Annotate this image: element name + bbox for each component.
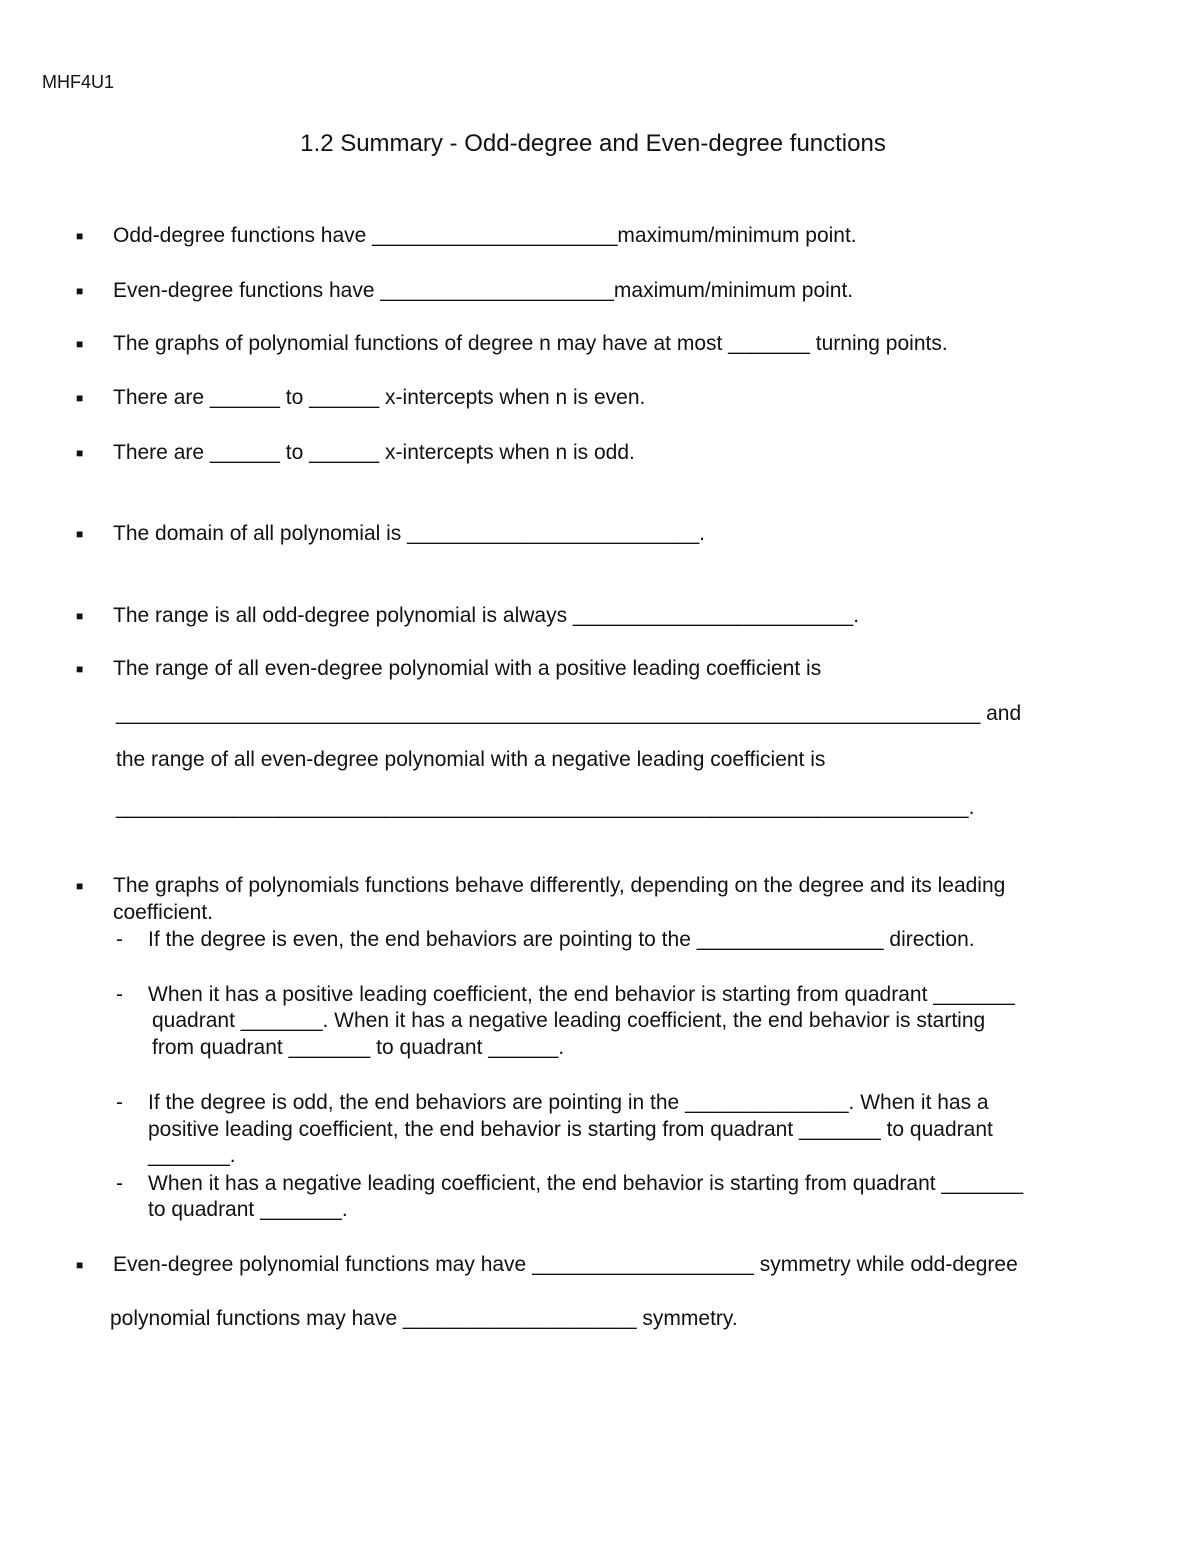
bullet-icon: ■ xyxy=(76,1258,84,1272)
dash-marker: - xyxy=(116,928,123,951)
odd-degree-end-behavior-3: _______. xyxy=(148,1144,236,1167)
odd-degree-end-behavior: If the degree is odd, the end behaviors are pointing in the ______________. When it has a xyxy=(148,1091,989,1114)
turning-points-line: The graphs of polynomial functions of degree n may have at most _______ turning points. xyxy=(113,332,948,355)
bullet-icon: ■ xyxy=(76,284,84,298)
even-range-positive-line: The range of all even-degree polynomial with a positive leading coefficient is xyxy=(113,657,822,680)
dash-marker: - xyxy=(116,983,123,1006)
bullet-icon: ■ xyxy=(76,879,84,893)
end-behavior-intro-line-2: coefficient. xyxy=(113,901,214,924)
even-range-positive-blank: __________________________________________________________________________ and xyxy=(116,702,1022,725)
bullet-icon: ■ xyxy=(76,337,84,351)
even-range-negative-line: the range of all even-degree polynomial with a negative leading coefficient is xyxy=(116,748,826,771)
even-degree-maxmin-line: Even-degree functions have ____________________maximum/minimum point. xyxy=(113,279,854,302)
symmetry-line-2: polynomial functions may have ____________________ symmetry. xyxy=(110,1307,738,1330)
dash-marker: - xyxy=(116,1091,123,1114)
bullet-icon: ■ xyxy=(76,391,84,405)
symmetry-line: Even-degree polynomial functions may have ___________________ symmetry while odd-degree xyxy=(113,1253,1018,1276)
even-positive-coefficient-line: When it has a positive leading coefficient, the end behavior is starting from quadrant _______ xyxy=(148,983,1015,1006)
bullet-icon: ■ xyxy=(76,662,84,676)
domain-line: The domain of all polynomial is _________________________. xyxy=(113,522,705,545)
odd-negative-coefficient-line-2: to quadrant _______. xyxy=(148,1198,348,1221)
odd-degree-end-behavior-2: positive leading coefficient, the end behavior is starting from quadrant _______ to quadrant xyxy=(148,1118,993,1141)
x-intercepts-odd-line: There are ______ to ______ x-intercepts when n is odd. xyxy=(113,441,635,464)
odd-range-line: The range is all odd-degree polynomial is always ________________________. xyxy=(113,604,860,627)
bullet-icon: ■ xyxy=(76,229,84,243)
bullet-icon: ■ xyxy=(76,446,84,460)
bullet-icon: ■ xyxy=(76,609,84,623)
even-positive-coefficient-line-2: quadrant _______. When it has a negative leading coefficient, the end behavior is starting xyxy=(152,1009,986,1032)
course-code: MHF4U1 xyxy=(42,72,115,92)
odd-degree-maxmin-line: Odd-degree functions have _____________________maximum/minimum point. xyxy=(113,224,857,247)
even-positive-coefficient-line-3: from quadrant _______ to quadrant ______. xyxy=(152,1036,565,1059)
even-degree-end-behavior: If the degree is even, the end behaviors are pointing to the ________________ direction. xyxy=(148,928,975,951)
even-range-negative-blank: _________________________________________________________________________. xyxy=(116,796,975,819)
dash-marker: - xyxy=(116,1172,123,1195)
bullet-icon: ■ xyxy=(76,527,84,541)
page-title: 1.2 Summary - Odd-degree and Even-degree functions xyxy=(300,130,886,157)
odd-negative-coefficient-line: When it has a negative leading coefficient, the end behavior is starting from quadrant _______ xyxy=(148,1172,1024,1195)
x-intercepts-even-line: There are ______ to ______ x-intercepts when n is even. xyxy=(113,386,646,409)
end-behavior-intro-line: The graphs of polynomials functions behave differently, depending on the degree and its leading xyxy=(113,874,1006,897)
